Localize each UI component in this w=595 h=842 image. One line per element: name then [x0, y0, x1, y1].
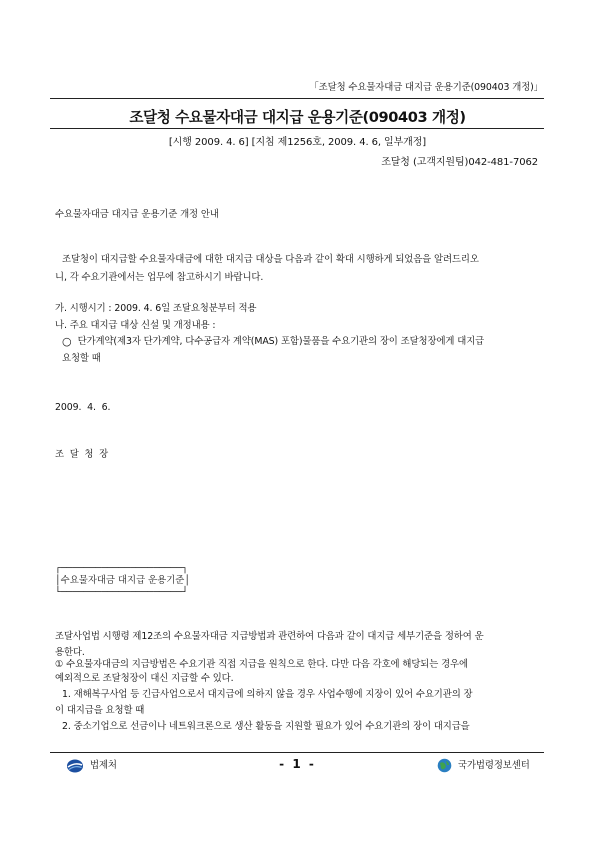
notice-signer: 조 달 청 장 [55, 449, 109, 460]
notice-intro-line-1: 조달청이 대지급할 수요물자대금에 대한 대지급 대상을 다음과 같이 확대 시행하게 되었음을 알려드리오 [62, 254, 479, 265]
document-title: 조달청 수요물자대금 대지급 운용기준(090403 개정) [129, 109, 466, 126]
notice-heading: 수요물자대금 대지급 운용기준 개정 안내 [55, 209, 219, 220]
clause-1-line-2: 예외적으로 조달청장이 대신 지급할 수 있다. [55, 673, 234, 684]
sub-item-2-line-1: 2. 중소기업으로 선금이나 네트워크론으로 생산 활동을 지원할 필요가 있어 수요기관의 장이 대지급을 [62, 721, 470, 732]
rule-box-title: │수요물자대금 대지급 운용기준│ [55, 575, 190, 586]
circle-bullet-icon: ○ [62, 335, 72, 348]
notice-intro-line-2: 니, 각 수요기관에서는 업무에 참고하시기 바랍니다. [55, 272, 264, 283]
sub-item-1-line-2: 이 대지급을 요청할 때 [55, 705, 145, 716]
page-number: - 1 - [279, 757, 316, 771]
rule-box-bottom: └─────────────────────┘ [55, 587, 188, 598]
body-para-line-1: 조달사업법 시행령 제12조의 수요물자대금 지급방법과 관련하여 다음과 같이 대지급 세부기준을 정하여 운 [55, 631, 484, 642]
footer-left-logo-text: 법제처 [90, 760, 117, 771]
enforcement-info: [시행 2009. 4. 6] [지침 제1256호, 2009. 4. 6, 일부개정] [168, 137, 427, 148]
notice-item-ga: 가. 시행시기 : 2009. 4. 6일 조달요청분부터 적용 [55, 303, 257, 314]
notice-bullet-line-1: 단가계약(제3자 단가계약, 다수공급자 계약(MAS) 포함)물품을 수요기관의 장이 조달청장에게 대지급 [77, 336, 485, 347]
notice-bullet-line-2: 요청할 때 [62, 353, 101, 364]
body-para-line-2: 용한다. [55, 647, 85, 658]
title-underline [50, 128, 544, 129]
clause-1-line-1: ① 수요물자대금의 지급방법은 수요기관 직접 지급을 원칙으로 한다. 다만 다음 각호에 해당되는 경우에 [55, 659, 468, 670]
header-divider [50, 98, 544, 99]
rule-title-box [55, 563, 190, 599]
footer-right-logo-text: 국가법령정보센터 [458, 759, 530, 771]
notice-bullet [62, 336, 484, 348]
contact-info: 조달청 (고객지원팀)042-481-7062 [381, 157, 538, 168]
notice-date: 2009. 4. 6. [55, 402, 111, 413]
notice-item-na: 나. 주요 대지급 대상 신설 및 개정내용 : [55, 320, 216, 331]
globe-icon [437, 758, 452, 773]
header-reference-caption: 「조달청 수요물자대금 대지급 운용기준(090403 개정)」 [309, 82, 543, 93]
sub-item-1-line-1: 1. 재해복구사업 등 긴급사업으로서 대지급에 의하지 않을 경우 사업수행에 지장이 있어 수요기관의 장 [62, 689, 473, 700]
rule-box-top: ┌─────────────────────┐ [55, 563, 188, 574]
footer-right-logo [437, 758, 530, 773]
footer-divider [50, 752, 544, 753]
